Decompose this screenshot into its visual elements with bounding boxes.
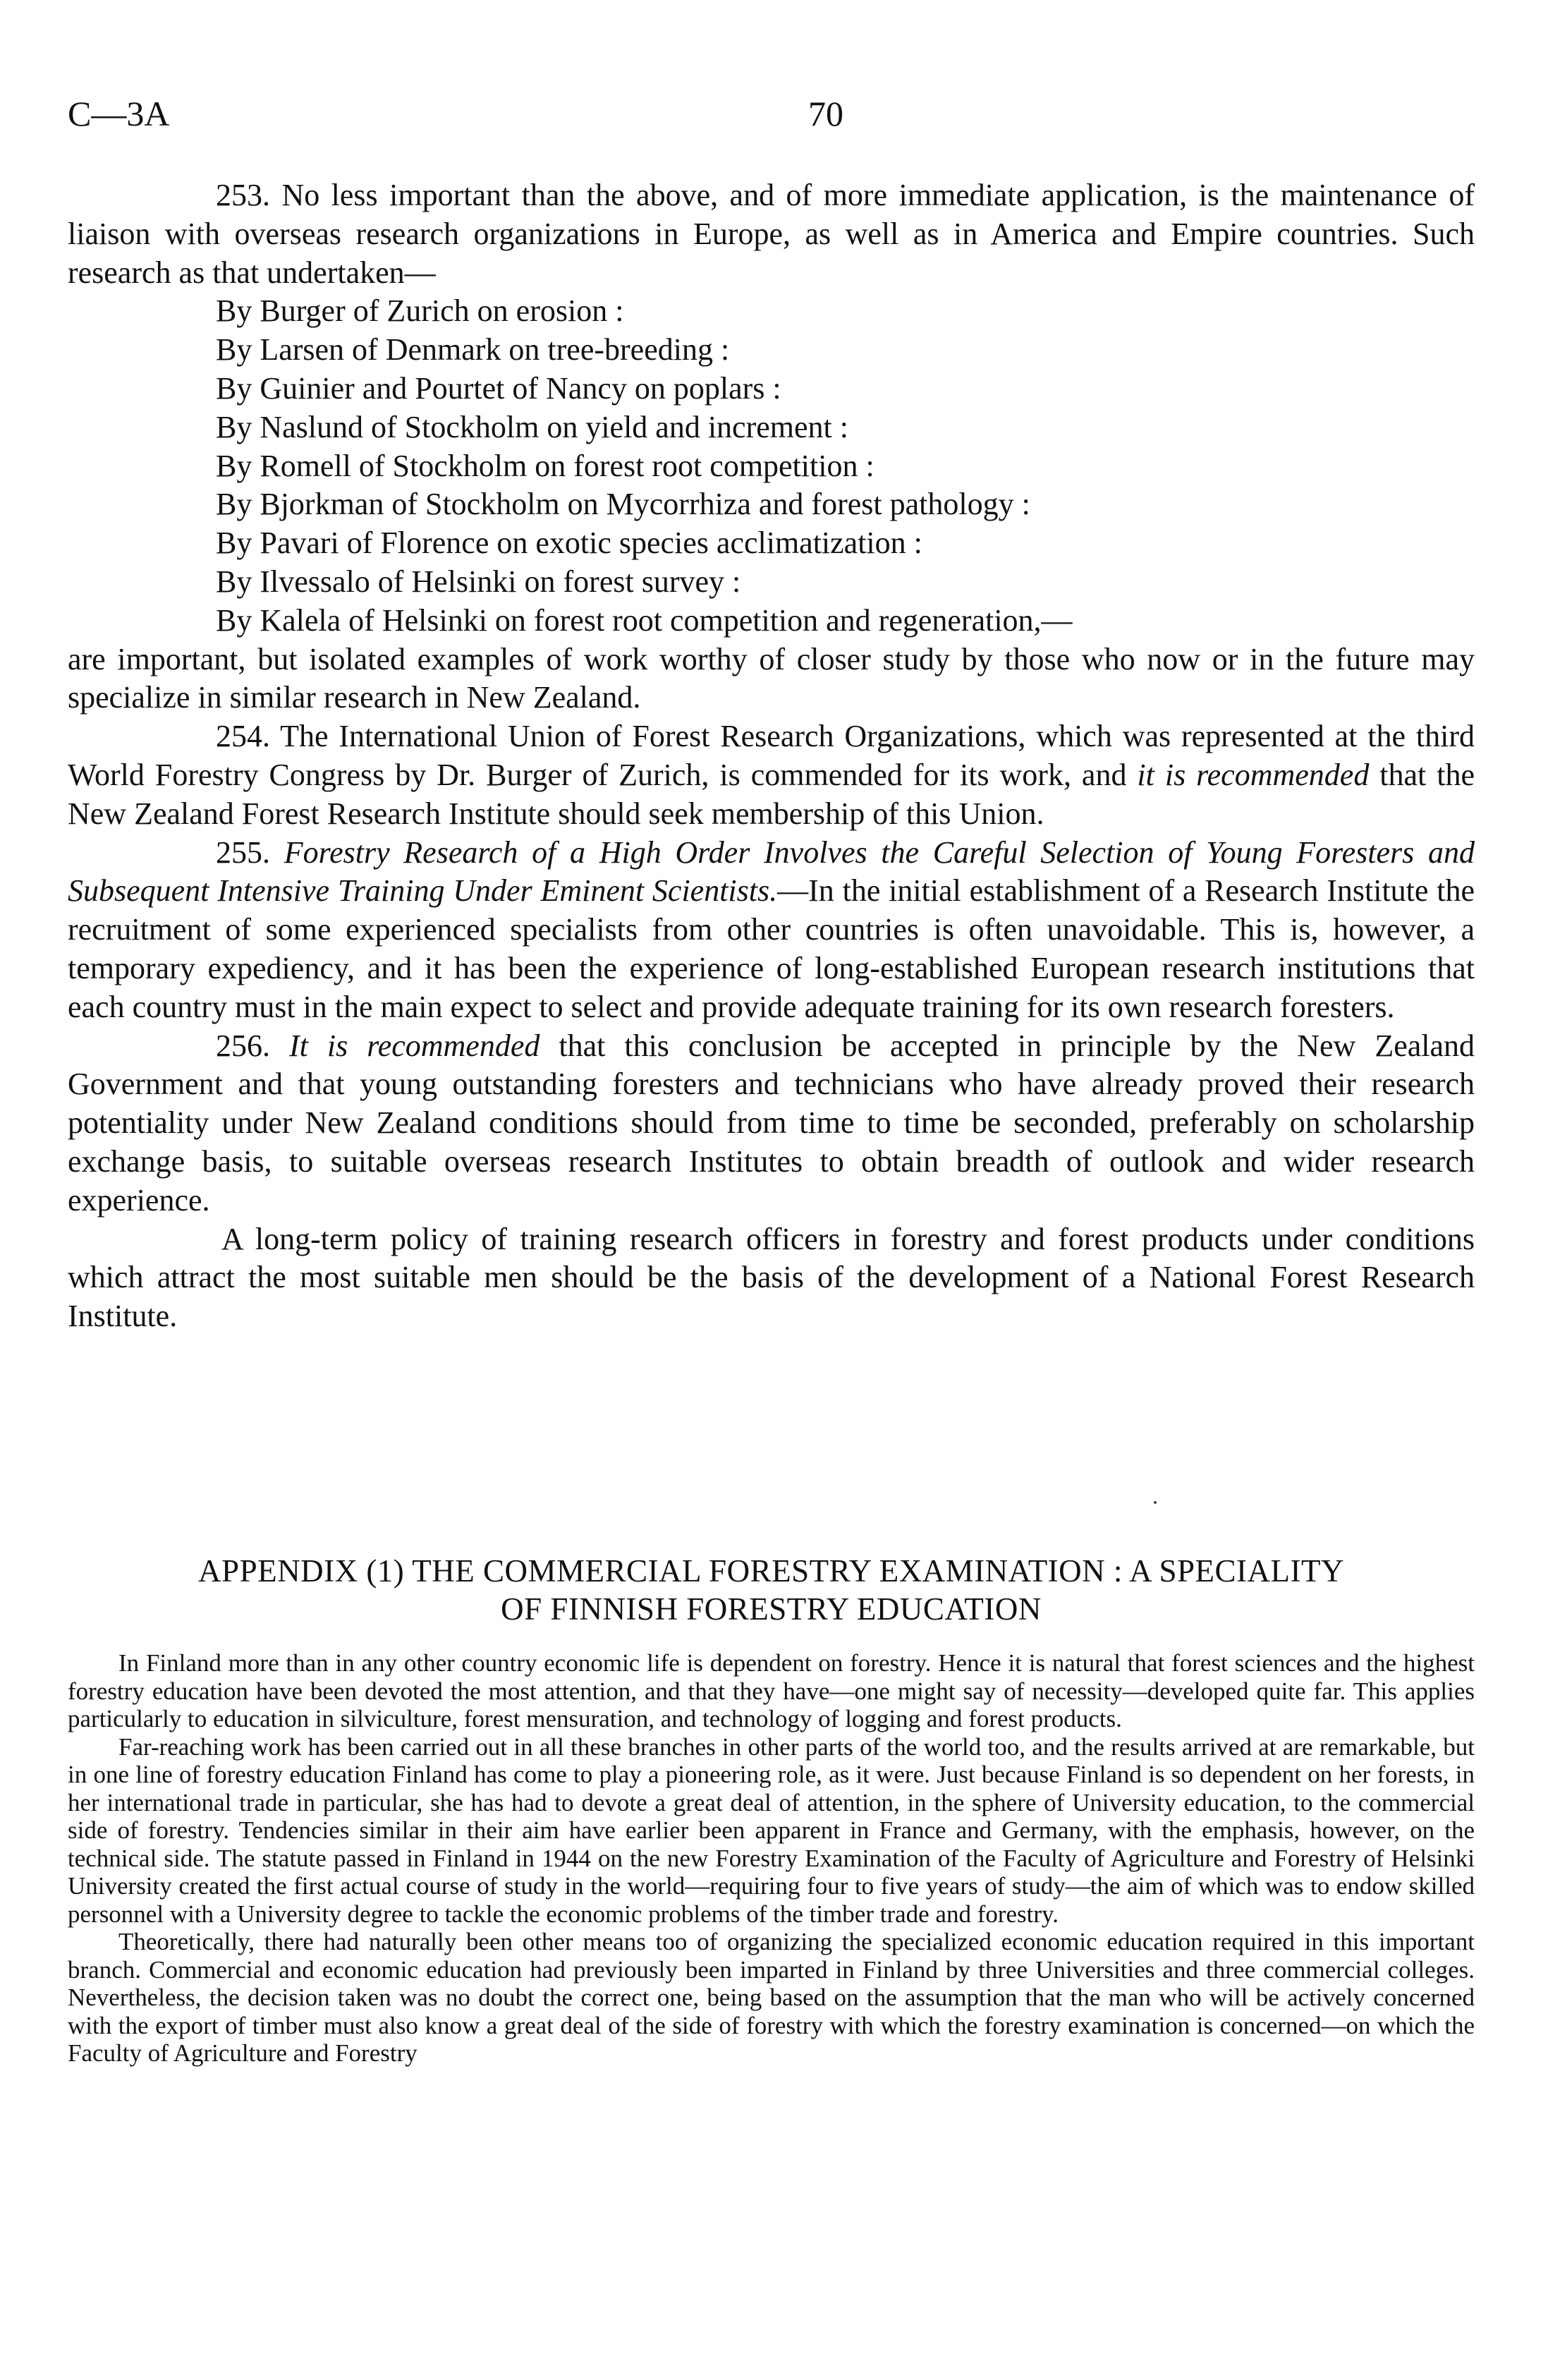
page-header: [68, 93, 1478, 142]
paragraph-256: [68, 1027, 1475, 1220]
appendix-paragraph: Theoretically, there had naturally been other means too of organizing the specialized economic education required in this important branch. Commercial and economic education had previously been imparted in Finland by three Universities and three commercial colleges. Nevertheless, the decision taken was no doubt the correct one, being based on the assumption that the man who will be actively concerned with the export of timber must also know a great deal of the side of forestry with which the forestry examination is concerned—on which the Faculty of Agriculture and Forestry: [68, 1928, 1475, 2067]
list-item: By Burger of Zurich on erosion :: [216, 293, 624, 329]
scan-speck: [1154, 1501, 1157, 1504]
paragraph-254-text-end: that the New Zealand Forest Research Institute should seek membership of this Union.: [68, 757, 1475, 831]
paragraph-255-number: 255.: [216, 834, 284, 870]
appendix-title-line: APPENDIX (1) THE COMMERCIAL FORESTRY EXAMINATION : A SPECIALITY: [198, 1553, 1344, 1589]
appendix-text: [68, 1649, 1475, 2068]
list-item: By Naslund of Stockholm on yield and increment :: [216, 409, 848, 444]
appendix-paragraph: Far-reaching work has been carried out in all these branches in other parts of the world too, and the results arrived at are remarkable, but in one line of forestry education Finland has come to play a pioneering role, as it were. Just because Finland is so dependent on her forests, in her international trade in particular, she has had to devote a great deal of attention, in the sphere of University education, to the commercial side of forestry. Tendencies similar in their aim have earlier been apparent in France and Germany, with the emphasis, however, on the technical side. The statute passed in Finland in 1944 on the new Forestry Examination of the Faculty of Agriculture and Forestry of Helsinki University created the first actual course of study in the world—requiring four to five years of study—the aim of which was to endow skilled personnel with a University degree to tackle the economic problems of the timber trade and forestry.: [68, 1732, 1475, 1928]
paragraph-254: [68, 717, 1475, 833]
document-reference: C—3A: [68, 94, 170, 133]
paragraph-256-continued: A long-term policy of training research officers in forestry and forest products under conditions which attract the most suitable men should be the basis of the development of a National Forest Research Institute.: [68, 1221, 1475, 1334]
paragraph-256-body: that this conclusion be accepted in principle by the New Zealand Government and that young outstanding foresters and technicians who have already proved their research potentiality under New Zealand conditions should from time to time be seconded, preferably on scholarship exchange basis, to suitable overseas research Institutes to obtain breadth of outlook and wider research experience.: [68, 1028, 1475, 1218]
paragraph-255: [68, 834, 1475, 1027]
appendix-title: [68, 1552, 1475, 1628]
page-number: 70: [808, 94, 843, 133]
list-item: By Kalela of Helsinki on forest root competition and regeneration,—: [216, 602, 1073, 638]
paragraph-256-number: 256.: [216, 1028, 289, 1063]
research-examples-list: [68, 292, 1475, 640]
list-item: By Bjorkman of Stockholm on Mycorrhiza and forest pathology :: [216, 487, 1030, 522]
list-item: By Ilvessalo of Helsinki on forest survey :: [216, 564, 741, 599]
paragraph-255-body: —In the initial establishment of a Research Institute the recruitment of some experienced specialists from other countries is often unavoidable. This is, however, a temporary expediency, and it has been the experience of long-established European research institutions that each country must in the main expect to select and provide adequate training for its own research foresters.: [68, 873, 1475, 1024]
paragraph-254-text: 254. The International Union of Forest Research Organizations, which was represented at the third World Forestry Congress by Dr. Burger of Zurich, is commended for its work, and: [68, 719, 1475, 792]
appendix-title-line: OF FINNISH FORESTRY EDUCATION: [501, 1591, 1042, 1627]
recommendation-emphasis: it is recommended: [1137, 757, 1370, 792]
paragraph-253-intro: 253. No less important than the above, and of more immediate application, is the maintenance of liaison with overseas research organizations in Europe, as well as in America and Empire countries. Such research as that undertaken—: [68, 178, 1475, 290]
list-item: By Larsen of Denmark on tree-breeding :: [216, 332, 730, 368]
recommendation-emphasis: It is recommended: [289, 1028, 540, 1063]
list-item: By Romell of Stockholm on forest root competition :: [216, 448, 874, 483]
list-item: By Guinier and Pourtet of Nancy on poplars :: [216, 370, 781, 406]
list-item: By Pavari of Florence on exotic species acclimatization :: [216, 526, 922, 561]
paragraph-253-conclusion: are important, but isolated examples of work worthy of closer study by those who now or in the future may specialize in similar research in New Zealand.: [68, 641, 1475, 715]
paragraph-255-heading: Forestry Research of a High Order Involves the Careful Selection of Young Foresters and Subsequent Intensive Training Under Eminent Scientists.: [68, 834, 1475, 909]
appendix-paragraph: In Finland more than in any other country economic life is dependent on forestry. Hence it is natural that forest sciences and the highest forestry education have been devoted the most attention, and that they have—one might say of necessity—developed quite far. This applies particularly to education in silviculture, forest mensuration, and technology of logging and forest products.: [68, 1649, 1475, 1732]
main-text: [68, 176, 1475, 1336]
